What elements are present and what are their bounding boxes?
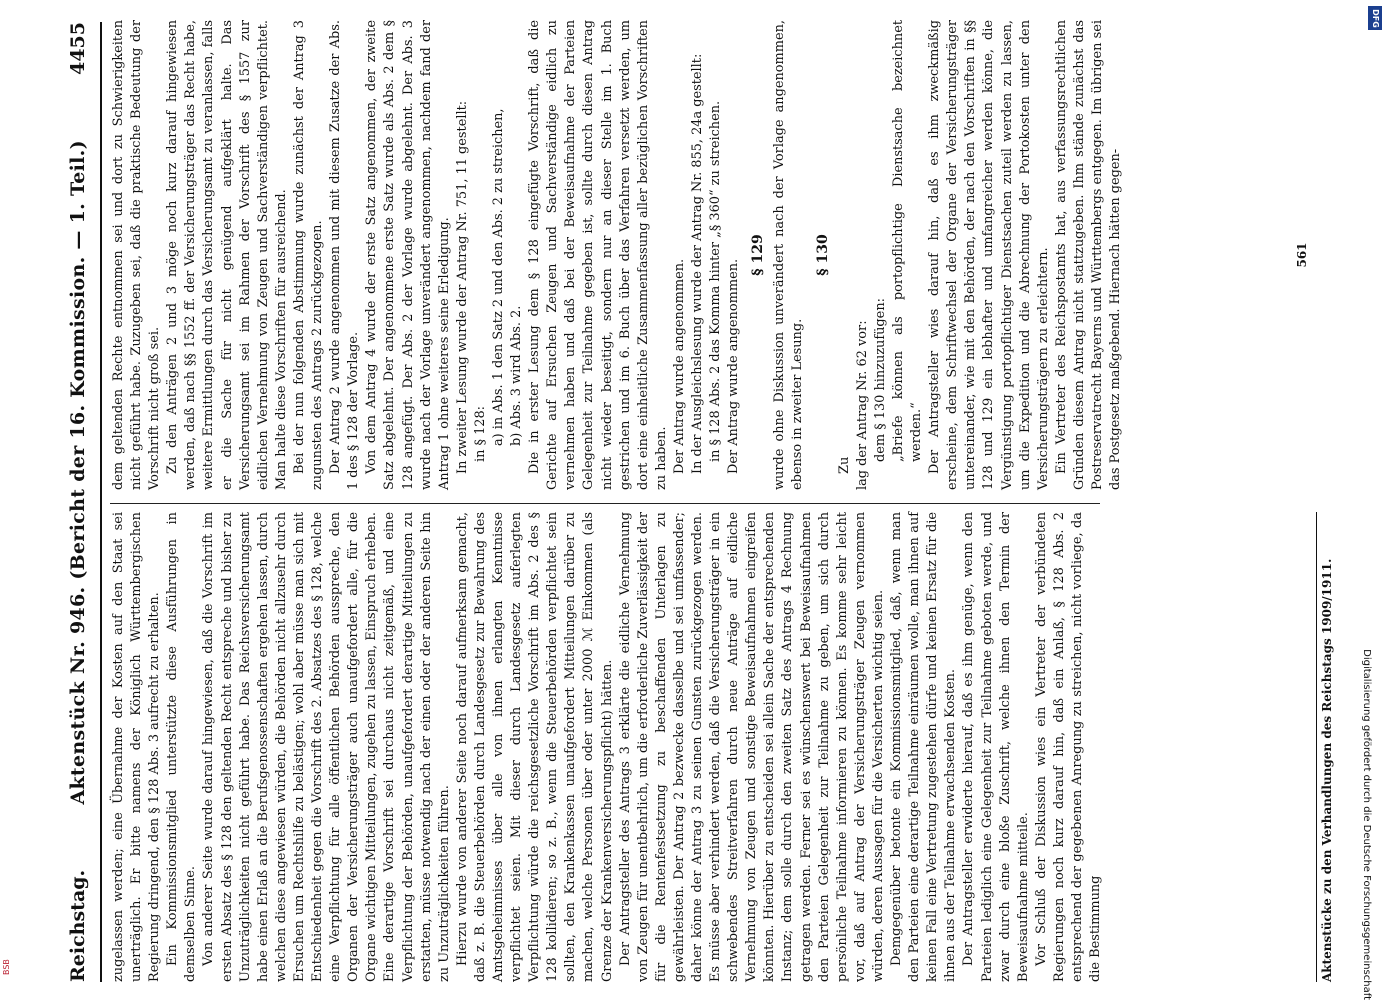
paragraph: „Briefe können als portopflichtige Dienstsache bezeichnet werden.“: [890, 20, 925, 462]
paragraph: Ein Kommissionsmitglied unterstützte diese Ausführungen in demselben Sinne.: [165, 512, 199, 982]
right-column: [110, 20, 1280, 490]
paragraph: Der Antragsteller wies darauf hin, daß es ihm zweckmäßig erscheine, dem Schriftwechsel der Organe der Versicherungsträger untereinander, wie mit den Behörden, der nach den Vorschriften in §§ 128 und 129 ein lebhafter und umfangreicher werden könne, die Vergünstigung portopflichtiger Dienstsachen zuteil werden zu lassen, um die Expedition und die Abrechnung der Portokosten unter den Versicherungsträgern zu erleichtern.: [927, 20, 1051, 490]
paragraph: b) Abs. 3 wird Abs. 2.: [509, 305, 525, 446]
page-header: [58, 22, 98, 982]
header-left: Reichstag.: [67, 869, 89, 982]
section-heading: § 130: [814, 234, 831, 276]
paragraph: dem § 130 hinzuzufügen:: [872, 298, 888, 462]
left-column: [110, 512, 1372, 982]
paragraph: Die in erster Lesung dem § 128 eingefügte Vorschrift, daß die Gerichte auf Ersuchen Zeugen und Sachverständige eidlich zu vernehmen haben und daß bei der Beweisaufnahme der Parteien Gelegenheit zur Teilnahme gegeben ist, sollte durch diesen Antrag nicht wieder beseitigt, sondern nur an dieser Stelle im 1. Buch gestrichen und im 6. Buch über das Verfahren versetzt werden, um dort eine einheitliche Zusammenfassung aller bezüglichen Vorschriften zu haben.: [527, 20, 669, 490]
paragraph: Ein Vertreter des Reichspostamts hat, aus verfassungsrechtlichen Gründen diesem Antrag nicht stattzugeben. Ihm stände zunächst das Postreservatrecht Bayerns und Württembergs entgegen. Im übrigen sei das Postgesetz maßgebend. Hiernach hätten gegen-: [1053, 20, 1124, 490]
paragraph: In der Ausgleichslesung wurde der Antrag Nr. 855, 24a gestellt:: [690, 53, 705, 474]
paragraph: lag der Antrag Nr. 62 vor:: [854, 320, 870, 490]
paragraph: Vor Schluß der Diskussion wies ein Vertreter der verbündeten Regierungen noch kurz darauf hin, daß ein Anlaß, § 128 Abs. 2 entsprechend der gegebenen Anregung zu streichen, nicht vorliege, da die Bestimmung: [1033, 512, 1104, 982]
paragraph: Demgegenüber betonte ein Kommissionsmitglied, daß, wenn man den Parteien eine derartige Teilnahme einräumen wolle, man ihnen auf keinen Fall eine Vertretung zugestehen dürfe und keinen Ersatz für die ihnen aus der Teilnahme erwachsenden Kosten.: [889, 512, 959, 982]
paragraph: in § 128:: [472, 405, 488, 462]
footer-note: Aktenstücke zu den Verhandlungen des Reichstags 1909/1911.: [1316, 512, 1338, 982]
paragraph: in § 128 Abs. 2 das Komma hinter „§ 360“ zu streichen.: [708, 100, 724, 462]
header-title: Aktenstück Nr. 946. (Bericht der 16. Kommission. — 1. Teil.): [67, 140, 89, 805]
paragraph: a) in Abs. 1 den Satz 2 und den Abs. 2 zu streichen,: [490, 108, 506, 446]
paragraph: Der Antrag 2 wurde angenommen und mit diesem Zusatze der Abs. 1 des § 128 der Vorlage.: [328, 20, 362, 490]
paragraph: In zweiter Lesung wurde der Antrag Nr. 751, 11 gestellt:: [454, 100, 470, 474]
paragraph: Der Antragsteller erwiderte hierauf, daß es ihm genüge, wenn den Parteien lediglich eine Gelegenheit zur Teilnahme geboten werde, und zwar durch eine bloße Zuschrift, welche ihnen den Termin der Beweisaufnahme mitteile.: [961, 512, 1031, 982]
paragraph: wurde ohne Diskussion unverändert nach der Vorlage angenommen, ebenso in zweiter Lesung.: [772, 20, 806, 490]
section-heading: § 129: [750, 234, 767, 276]
paragraph: Hierzu wurde von anderer Seite noch darauf aufmerksam gemacht, daß z. B. die Steuerbehörden durch Landesgesetz zur Bewahrung des Amtsgeheimnisses über alle von ihnen erlangten Kenntnisse verpflichtet seien. Mit dieser durch Landesgesetz auferlegten Verpflichtung würde die reichsgesetzliche Vorschrift im Abs. 2 des § 128 kollidieren; so z. B., wenn die Steuerbehörden verpflichtet sein sollten, den Krankenkassen unaufgefordert Mitteilungen darüber zu machen, welche Personen über oder unter 2000 ℳ Einkommen (als Grenze der Krankenversicherungspflicht) hätten.: [454, 512, 615, 982]
column-divider: [110, 503, 1100, 504]
paragraph: Von dem Antrag 4 wurde der erste Satz angenommen, der zweite Satz abgelehnt. Der angenommene erste Satz wurde als Abs. 2 dem § 128 angefügt. Der Abs. 2 der Vorlage wurde abgelehnt. Der Abs. 3 wurde nach der Vorlage unverändert angenommen, nachdem fand der Antrag 1 ohne weiteres seine Erledigung.: [364, 20, 452, 490]
header-page-number: 4455: [67, 22, 89, 75]
dfg-logo: [1368, 6, 1382, 30]
paragraph: Zu: [836, 456, 852, 474]
bottom-page-number: 561: [1295, 242, 1309, 268]
paragraph: dem geltenden Rechte entnommen sei und dort zu Schwierigkeiten nicht geführt habe. Zuzugeben sei, daß die praktische Bedeutung der Vorschrift nicht groß sei.: [111, 20, 163, 490]
paragraph: Bei der nun folgenden Abstimmung wurde zunächst der Antrag 3 zugunsten des Antrags 2 zurückgezogen.: [291, 20, 326, 490]
library-code: BSB: [2, 959, 11, 975]
digitization-credit: Digitalisierung gefördert durch die Deutsche Forschungsgemeinschaft: [1361, 649, 1372, 1000]
paragraph: zugelassen werden; eine Übernahme der Kosten auf den Staat sei unerträglich. Er bitte namens der Königlich Württembergischen Regierung dringend, den § 128 Abs. 3 aufrecht zu erhalten.: [111, 512, 163, 982]
paragraph: Der Antragsteller des Antrags 3 erklärte die eidliche Vernehmung von Zeugen für unentbehrlich, um die erforderliche Zuverlässigkeit der für die Rentenfestsetzung zu beschaffenden Unterlagen zu gewährleisten. Der Antrag 2 bezwecke dasselbe und sei umfassender; daher könne der Antrag 3 zu seinen Gunsten zurückgezogen werden. Es müsse aber verhindert werden, daß die Versicherungsträger in ein schwebendes Streitverfahren durch neue Anträge auf eidliche Vernehmung von Zeugen und sonstige Beweisaufnahmen eingreifen könnten. Hierüber zu entscheiden sei allein Sache der entsprechenden Instanz; dem solle durch den zweiten Satz des Antrags 4 Rechnung getragen werden. Ferner sei es wünschenswert bei Beweisaufnahmen den Parteien Gelegenheit zur Teilnahme zu geben, um sich durch persönliche Teilnahme informieren zu können. Es komme sehr leicht vor, daß auf Antrag der Versicherungsträger Zeugen vernommen würden, deren Aussagen für die Versicherten wichtig seien.: [617, 512, 886, 982]
header-rule: [100, 22, 102, 982]
paragraph: Zu den Anträgen 2 und 3 möge noch kurz darauf hingewiesen werden, daß nach §§ 1552 ff. der Versicherungsträger das Recht habe, weitere Ermittlungen durch das Versicherungsamt zu veranlassen, falls er die Sache für nicht genügend aufgeklärt halte. Das Versicherungsamt sei im Rahmen der Vorschrift des § 1557 zur eidlichen Vernehmung von Zeugen und Sachverständigen verpflichtet. Man halte diese Vorschriften für ausreichend.: [165, 20, 289, 490]
dfg-logo-text: DFG: [1370, 8, 1380, 28]
paragraph: Der Antrag wurde angenommen.: [671, 258, 687, 474]
paragraph: Der Antrag wurde angenommen.: [726, 258, 742, 474]
paragraph: Von anderer Seite wurde darauf hingewiesen, daß die Vorschrift im ersten Absatz des § 128 den geltenden Recht entspreche und bisher zu Unzuträglichkeiten nicht geführt habe. Das Reichsversicherungsamt habe einen Erlaß an die Berufsgenossenschaften ergehen lassen, durch welchen diese angewiesen würden, die Behörden nicht allzusehr durch Ersuchen um Rechtshilfe zu belästigen; wohl aber müsse man sich mit Entschiedenheit gegen die Vorschrift des 2. Absatzes des § 128, welche eine Verpflichtung für alle öffentlichen Behörden ausspreche, den Organen der Versicherungsträger auch unaufgefordert alle, für die Organe wichtigen Mitteilungen, zugehen zu lassen, Einspruch erheben. Eine derartige Vorschrift sei durchaus nicht zeitgemäß, und eine Verpflichtung der Behörden, unaufgefordert derartige Mitteilungen zu erstatten, müsse notwendig nach der einen oder der anderen Seite hin zu Unzuträglichkeiten führen.: [201, 512, 452, 982]
